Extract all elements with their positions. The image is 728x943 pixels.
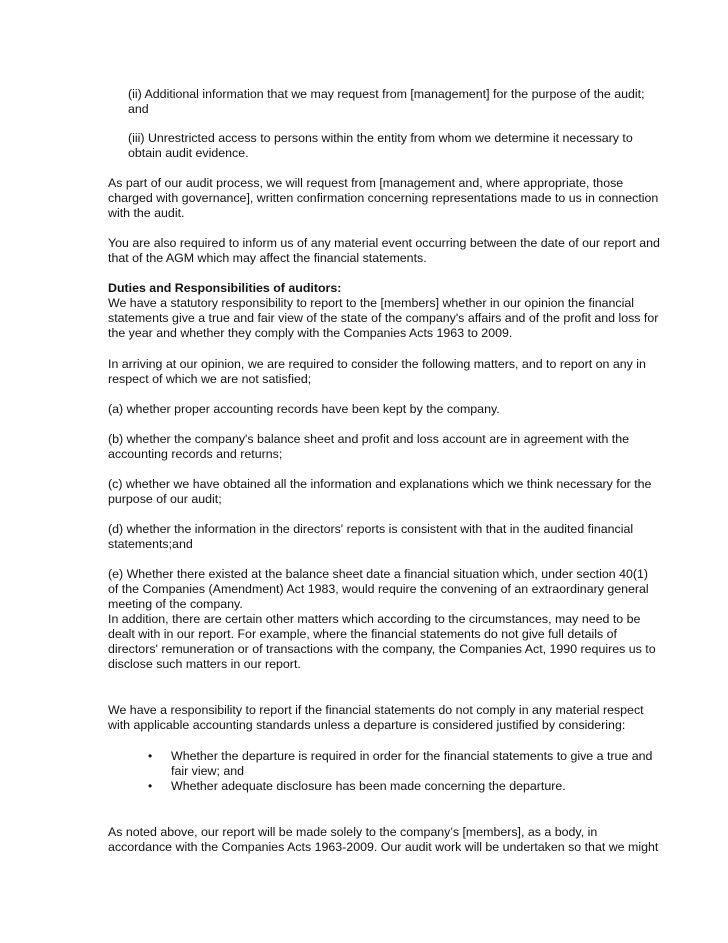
section-heading-duties: Duties and Responsibilities of auditors: <box>108 281 342 295</box>
para-statutory-line-1: We have a statutory responsibility to report to the [members] whether in our opinion the financial <box>108 296 634 310</box>
bullet-1-line-1: Whether the departure is required in order for the financial statements to give a true and <box>171 749 653 763</box>
item-d-line-1: (d) whether the information in the directors' reports is consistent with that in the audited financial <box>108 522 634 536</box>
para-noted-line-2: accordance with the Companies Acts 1963-2009. Our audit work will be undertaken so that we might <box>108 840 659 854</box>
item-ii-line-1: (ii) Additional information that we may request from [management] for the purpose of the audit; <box>128 87 645 101</box>
para-agm-line-1: You are also required to inform us of any material event occurring between the date of our report and <box>108 236 660 250</box>
item-d-line-2: statements;and <box>108 537 193 551</box>
para-arriving-line-1: In arriving at our opinion, we are required to consider the following matters, and to report on any in <box>108 357 646 371</box>
item-c-line-1: (c) whether we have obtained all the information and explanations which we think necessary for the <box>108 477 652 491</box>
item-b-line-1: (b) whether the company's balance sheet and profit and loss account are in agreement with the <box>108 432 630 446</box>
para-representations-line-2: charged with governance], written confirmation concerning representations made to us in connection <box>108 191 659 205</box>
para-other-line-1: In addition, there are certain other matters which according to the circumstances, may need to be <box>108 612 641 626</box>
bullet-2-line-1: Whether adequate disclosure has been made concerning the departure. <box>171 779 566 793</box>
para-other-line-2: dealt with in our report. For example, where the financial statements do not give full details of <box>108 627 617 641</box>
para-representations-line-1: As part of our audit process, we will request from [management and, where appropriate, those <box>108 176 624 190</box>
para-representations-line-3: with the audit. <box>108 206 185 220</box>
item-iii-line-1: (iii) Unrestricted access to persons within the entity from whom we determine it necessary to <box>128 131 633 145</box>
item-e-line-1: (e) Whether there existed at the balance sheet date a financial situation which, under section 40(1) <box>108 567 648 581</box>
para-noted-line-1: As noted above, our report will be made solely to the company’s [members], as a body, in <box>108 825 598 839</box>
item-iii-line-2: obtain audit evidence. <box>128 146 249 160</box>
item-c-line-2: purpose of our audit; <box>108 492 222 506</box>
para-statutory-line-2: statements give a true and fair view of the state of the company's affairs and of the profit and loss for <box>108 311 659 325</box>
item-b-line-2: accounting records and returns; <box>108 447 283 461</box>
para-standards-line-1: We have a responsibility to report if the financial statements do not comply in any material respect <box>108 703 644 717</box>
item-a: (a) whether proper accounting records have been kept by the company. <box>108 402 500 416</box>
item-e-line-3: meeting of the company. <box>108 597 243 611</box>
para-other-line-4: disclose such matters in our report. <box>108 657 301 671</box>
para-statutory-line-3: the year and whether they comply with the Companies Acts 1963 to 2009. <box>108 326 513 340</box>
bullet-1-line-2: fair view; and <box>171 764 245 778</box>
para-standards-line-2: with applicable accounting standards unless a departure is considered justified by considering: <box>108 718 626 732</box>
bullet-icon: • <box>148 749 153 763</box>
item-e-line-2: of the Companies (Amendment) Act 1983, would require the convening of an extraordinary general <box>108 582 649 596</box>
bullet-icon: • <box>148 779 153 793</box>
item-ii-line-2: and <box>128 102 149 116</box>
para-agm-line-2: that of the AGM which may affect the financial statements. <box>108 251 427 265</box>
para-other-line-3: directors' remuneration or of transactions with the company, the Companies Act, 1990 requires us to <box>108 642 656 656</box>
para-arriving-line-2: respect of which we are not satisfied; <box>108 372 312 386</box>
